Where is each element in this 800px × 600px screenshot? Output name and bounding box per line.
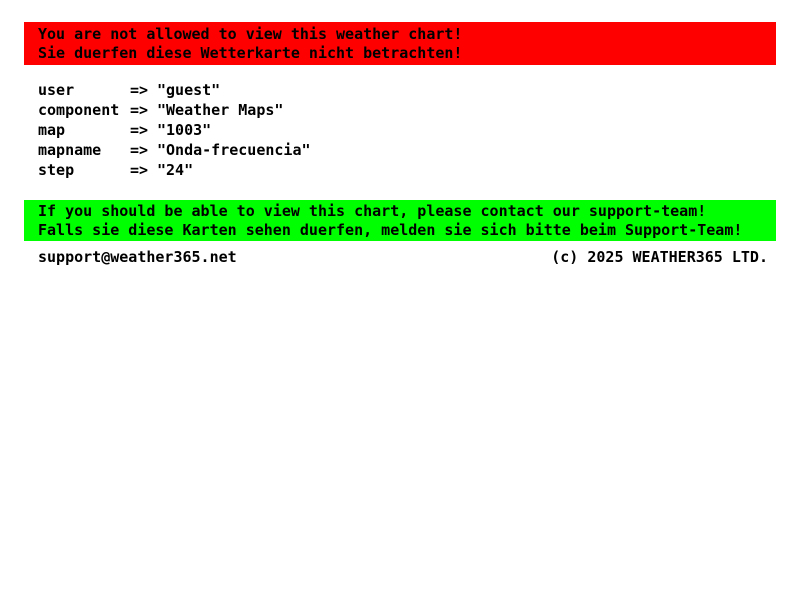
arrow-glyph: => — [130, 141, 149, 159]
request-details — [38, 80, 311, 180]
detail-row-map — [38, 120, 311, 140]
arrow-glyph: => — [130, 121, 149, 139]
detail-row-step — [38, 160, 311, 180]
arrow-glyph: => — [130, 81, 149, 99]
detail-key: user — [38, 81, 75, 99]
error-line-german: Sie duerfen diese Wetterkarte nicht betrachten! — [38, 43, 463, 62]
detail-key: component — [38, 101, 120, 119]
detail-value: "guest" — [157, 81, 221, 99]
detail-row-user — [38, 80, 311, 100]
error-line-english: You are not allowed to view this weather chart! — [38, 24, 463, 43]
copyright-text: (c) 2025 WEATHER365 LTD. — [551, 248, 768, 266]
detail-value: "Onda-frecuencia" — [157, 141, 311, 159]
detail-value: "Weather Maps" — [157, 101, 284, 119]
info-line-german: Falls sie diese Karten sehen duerfen, melden sie sich bitte beim Support-Team! — [38, 220, 743, 239]
detail-value: "24" — [157, 161, 194, 179]
detail-key: mapname — [38, 141, 102, 159]
support-email: support@weather365.net — [38, 248, 237, 266]
detail-value: "1003" — [157, 121, 212, 139]
info-banner — [24, 200, 776, 241]
detail-row-component — [38, 100, 311, 120]
detail-row-mapname — [38, 140, 311, 160]
detail-key: map — [38, 121, 66, 139]
detail-key: step — [38, 161, 75, 179]
arrow-glyph: => — [130, 161, 149, 179]
info-line-english: If you should be able to view this chart, please contact our support-team! — [38, 201, 707, 220]
error-banner — [24, 22, 776, 65]
arrow-glyph: => — [130, 101, 149, 119]
footer — [38, 247, 768, 267]
